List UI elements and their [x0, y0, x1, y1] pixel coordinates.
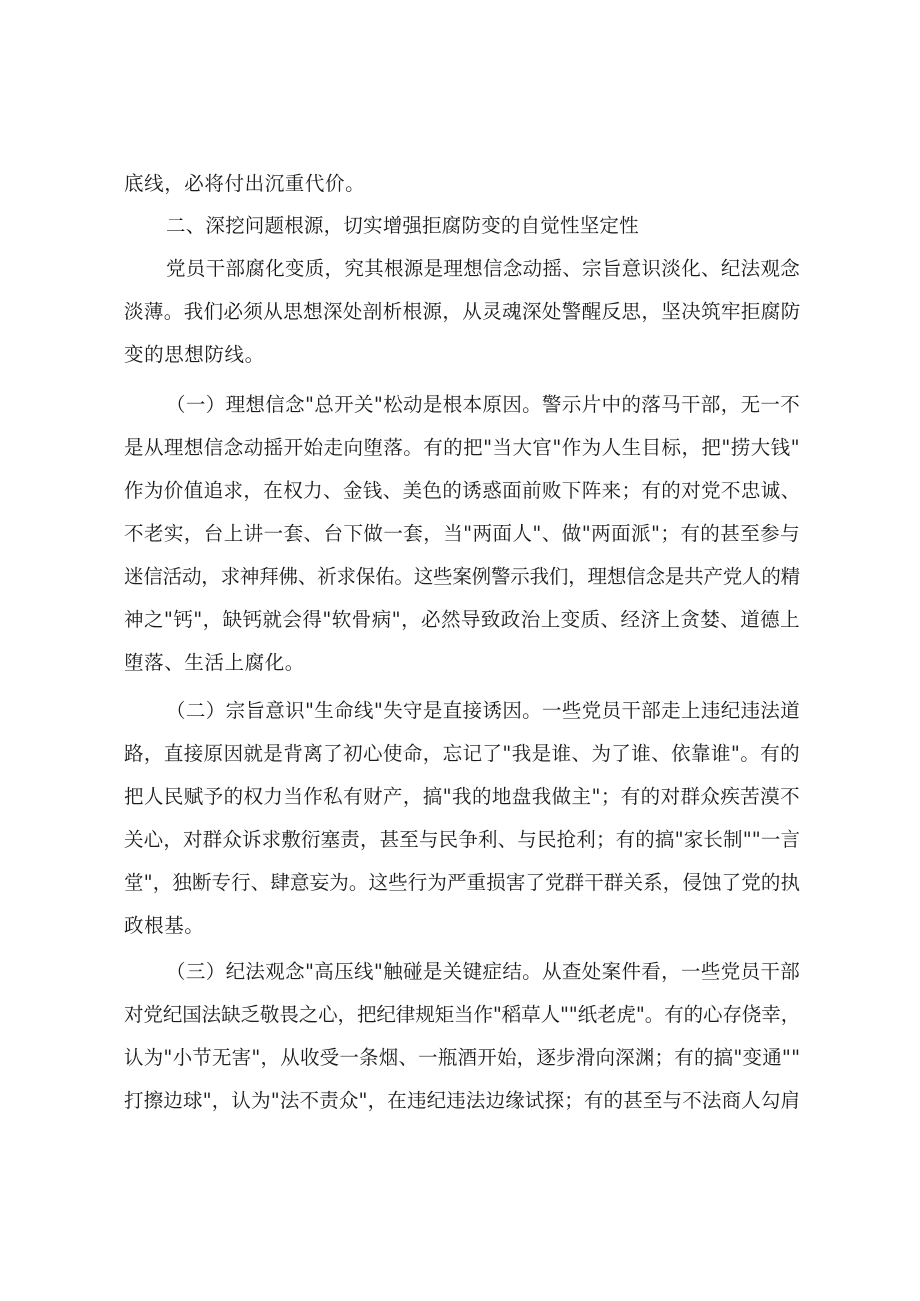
para-1-line-5: 迷信活动，求神拜佛、祈求保佑。这些案例警示我们，理想信念是共产党人的精: [124, 565, 800, 588]
para-3-line-3: 认为"小节无害"，从收受一条烟、一瓶酒开始，逐步滑向深渊；有的搞"变通"": [124, 1046, 801, 1069]
section-heading: 二、深挖问题根源，切实增强拒腐防变的自觉性坚定性: [166, 214, 639, 237]
para-1-line-3: 作为价值追求，在权力、金钱、美色的诱惑面前败下阵来；有的对党不忠诚、: [124, 479, 801, 502]
para-1-line-2: 是从理想信念动摇开始走向堕落。有的把"当大官"作为人生目标，把"捞大钱": [124, 436, 800, 459]
para-2-line-3: 把人民赋予的权力当作私有财产，搞"我的地盘我做主"；有的对群众疾苦漠不: [124, 785, 800, 808]
para-1-line-1: （一）理想信念"总开关"松动是根本原因。警示片中的落马干部，无一不: [166, 393, 800, 416]
para-3-line-1: （三）纪法观念"高压线"触碰是关键症结。从查处案件看，一些党员干部: [166, 960, 800, 983]
para-2-line-6: 政根基。: [124, 914, 205, 937]
para-2-line-2: 路，直接原因就是背离了初心使命，忘记了"我是谁、为了谁、依靠谁"。有的: [124, 742, 800, 765]
para-1-line-6: 神之"钙"，缺钙就会得"软骨病"，必然导致政治上变质、经济上贪婪、道德上: [124, 608, 800, 631]
para-2-line-4: 关心，对群众诉求敷衍塞责，甚至与民争利、与民抢利；有的搞"家长制""一言: [124, 828, 800, 851]
para-intro-line-3: 变的思想防线。: [124, 343, 265, 366]
para-intro-line-1: 党员干部腐化变质，究其根源是理想信念动摇、宗旨意识淡化、纪法观念: [166, 257, 800, 280]
intro-tail-line: 底线，必将付出沉重代价。: [124, 172, 366, 195]
para-3-line-2: 对党纪国法缺乏敬畏之心，把纪律规矩当作"稻草人""纸老虎"。有的心存侥幸，: [124, 1003, 800, 1026]
para-2-line-5: 堂"，独断专行、肆意妄为。这些行为严重损害了党群干群关系，侵蚀了党的执: [124, 871, 800, 894]
para-1-line-7: 堕落、生活上腐化。: [124, 651, 305, 674]
para-2-line-1: （二）宗旨意识"生命线"失守是直接诱因。一些党员干部走上违纪违法道: [166, 699, 800, 722]
para-3-line-4: 打擦边球"，认为"法不责众"，在违纪违法边缘试探；有的甚至与不法商人勾肩: [124, 1089, 800, 1112]
para-intro-line-2: 淡薄。我们必须从思想深处剖析根源，从灵魂深处警醒反思，坚决筑牢拒腐防: [124, 300, 801, 323]
para-1-line-4: 不老实，台上讲一套、台下做一套，当"两面人"、做"两面派"；有的甚至参与: [124, 522, 800, 545]
